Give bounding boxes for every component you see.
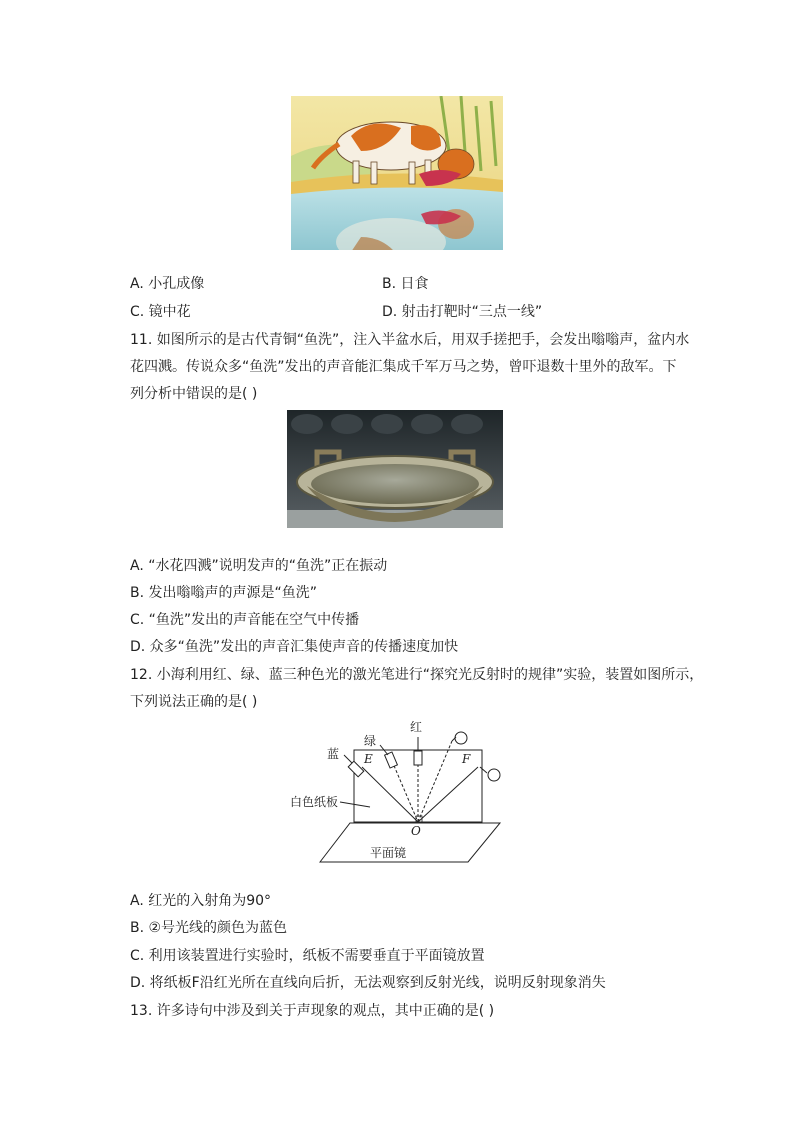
q10-option-a: A. 小孔成像 <box>130 276 205 292</box>
red-laser-label: 红 <box>410 720 423 734</box>
board-f-label: F <box>462 752 471 766</box>
q10-option-c: C. 镜中花 <box>130 304 191 320</box>
q12-option-c: C. 利用该装置进行实验时，纸板不需要垂直于平面镜放置 <box>130 948 485 964</box>
q10-option-d: D. 射击打靶时“三点一线” <box>382 304 543 320</box>
q12-option-b: B. ②号光线的颜色为蓝色 <box>130 920 288 936</box>
blue-laser-label: 蓝 <box>327 747 340 761</box>
q11-stem-line-1: 11. 如图所示的是古代青铜“鱼洗”，注入半盆水后，用双手搓把手，会发出嗡嗡声，盆内水 <box>130 332 690 348</box>
bronze-basin-image <box>287 410 503 528</box>
white-board-label: 白色纸板 <box>290 795 339 809</box>
q12-option-d: D. 将纸板F沿红光所在直线向后折，无法观察到反射光线，说明反射现象消失 <box>130 975 606 991</box>
mirror-label: 平面镜 <box>370 846 407 860</box>
q11-option-d: D. 众多“鱼洗”发出的声音汇集使声音的传播速度加快 <box>130 639 459 655</box>
q12-option-a: A. 红光的入射角为90° <box>130 893 272 909</box>
q11-stem-line-3: 列分析中错误的是( ) <box>130 386 258 402</box>
q13-stem-line-1: 13. 许多诗句中涉及到关于声现象的观点，其中正确的是( ) <box>130 1003 495 1019</box>
q11-option-b: B. 发出嗡嗡声的声源是“鱼洗” <box>130 585 318 601</box>
dog-reflection-image <box>291 96 503 250</box>
q12-stem-line-2: 下列说法正确的是( ) <box>130 694 258 710</box>
green-laser-label: 绿 <box>364 734 377 748</box>
q10-option-b: B. 日食 <box>382 276 429 292</box>
q11-stem-line-2: 花四溅。传说众多“鱼洗”发出的声音能汇集成千军万马之势，曾吓退数十里外的敌军。下 <box>130 359 677 375</box>
point-o-label: O <box>411 824 421 838</box>
q11-option-a: A. “水花四溅”说明发声的“鱼洗”正在振动 <box>130 558 388 574</box>
q11-option-c: C. “鱼洗”发出的声音能在空气中传播 <box>130 612 360 628</box>
board-e-label: E <box>364 752 373 766</box>
q12-stem-line-1: 12. 小海利用红、绿、蓝三种色光的激光笔进行“探究光反射时的规律”实验，装置如图所示， <box>130 667 704 683</box>
reflection-apparatus-diagram <box>280 715 520 870</box>
